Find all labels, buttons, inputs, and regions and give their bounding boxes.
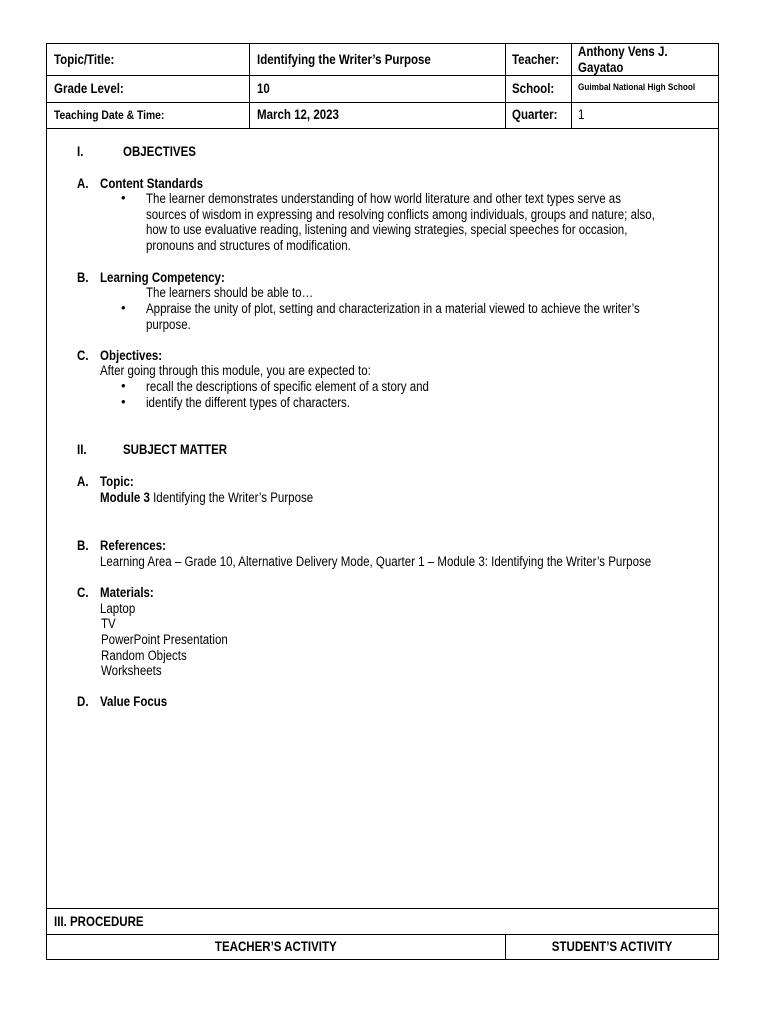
- header-col-divider-3: [571, 44, 572, 128]
- material-item: Laptop: [100, 601, 136, 616]
- objectives-sub-heading: Objectives:: [100, 348, 163, 363]
- section-2-heading: SUBJECT MATTER: [123, 442, 228, 457]
- teacher-activity-header: [47, 939, 505, 954]
- content-standards-line-1: The learner demonstrates understanding of how world literature and other text types serve as: [146, 191, 621, 206]
- material-item: TV: [101, 616, 116, 631]
- topic-module-line: [100, 490, 313, 505]
- content-standards-letter: A.: [77, 176, 89, 191]
- content-standards-line-2: sources of wisdom in expressing and resolving conflicts among individuals, groups and nature; also,: [146, 207, 655, 222]
- module-title: Identifying the Writer’s Purpose: [149, 490, 314, 505]
- objectives-sub-letter: C.: [77, 348, 89, 363]
- header-row-divider-1: [47, 75, 718, 76]
- topic-heading: Topic:: [100, 474, 134, 489]
- date-value: March 12, 2023: [257, 107, 339, 122]
- procedure-top-divider: [47, 908, 718, 909]
- header-row-divider-2: [47, 102, 718, 103]
- content-standards-line-4: pronouns and structures of modification.: [146, 238, 351, 253]
- student-activity-label: STUDENT’S ACTIVITY: [551, 939, 673, 954]
- materials-heading: Materials:: [100, 585, 154, 600]
- objectives-sub-intro: After going through this module, you are expected to:: [100, 363, 371, 378]
- objective-item-2: identify the different types of characters.: [146, 395, 350, 410]
- grade-label: Grade Level:: [54, 81, 124, 96]
- bullet-icon: •: [121, 378, 126, 393]
- objective-item-1: recall the descriptions of specific element of a story and: [146, 379, 429, 394]
- school-label: School:: [512, 81, 555, 96]
- bullet-icon: •: [121, 394, 126, 409]
- student-activity-header: [505, 939, 719, 954]
- teacher-value-line1: Anthony Vens J.: [578, 44, 668, 59]
- teacher-label: Teacher:: [512, 52, 560, 67]
- quarter-label: Quarter:: [512, 107, 558, 122]
- date-label: Teaching Date & Time:: [54, 108, 165, 122]
- content-standards-heading: Content Standards: [100, 176, 204, 191]
- material-item: PowerPoint Presentation: [101, 632, 228, 647]
- references-heading: References:: [100, 538, 166, 553]
- learning-competency-letter: B.: [77, 270, 89, 285]
- school-value: Guimbal National High School: [578, 82, 696, 93]
- references-letter: B.: [77, 538, 89, 553]
- learning-competency-heading: Learning Competency:: [100, 270, 225, 285]
- module-label: Module 3: [100, 490, 150, 505]
- bullet-icon: •: [121, 300, 126, 315]
- teacher-value-line2: Gayatao: [578, 60, 624, 75]
- procedure-heading: III. PROCEDURE: [54, 914, 144, 929]
- materials-letter: C.: [77, 585, 89, 600]
- value-focus-letter: D.: [77, 694, 89, 709]
- learning-competency-intro: The learners should be able to…: [146, 285, 314, 300]
- section-2-numeral: II.: [77, 442, 87, 457]
- grade-value: 10: [257, 81, 270, 96]
- header-row-divider-3: [47, 128, 718, 129]
- section-1-numeral: I.: [77, 144, 84, 159]
- topic-label: Topic/Title:: [54, 52, 115, 67]
- value-focus-heading: Value Focus: [100, 694, 168, 709]
- references-text: Learning Area – Grade 10, Alternative Delivery Mode, Quarter 1 – Module 3: Identifying the Writer’s Purpose: [100, 554, 652, 569]
- topic-value: Identifying the Writer’s Purpose: [257, 52, 431, 67]
- learning-competency-line-1: Appraise the unity of plot, setting and characterization in a material viewed to achieve the writer’s: [146, 301, 640, 316]
- section-1-heading: OBJECTIVES: [123, 144, 196, 159]
- quarter-value: 1: [578, 107, 585, 122]
- header-col-divider-1: [249, 44, 250, 128]
- procedure-header-divider: [47, 934, 718, 935]
- content-standards-line-3: how to use evaluative reading, listening and viewing strategies, special speeches for occasion,: [146, 222, 628, 237]
- header-col-divider-2: [505, 44, 506, 128]
- learning-competency-line-2: purpose.: [146, 317, 191, 332]
- bullet-icon: •: [121, 190, 126, 205]
- material-item: Random Objects: [101, 648, 187, 663]
- material-item: Worksheets: [101, 663, 162, 678]
- topic-letter: A.: [77, 474, 89, 489]
- teacher-activity-label: TEACHER’S ACTIVITY: [215, 939, 337, 954]
